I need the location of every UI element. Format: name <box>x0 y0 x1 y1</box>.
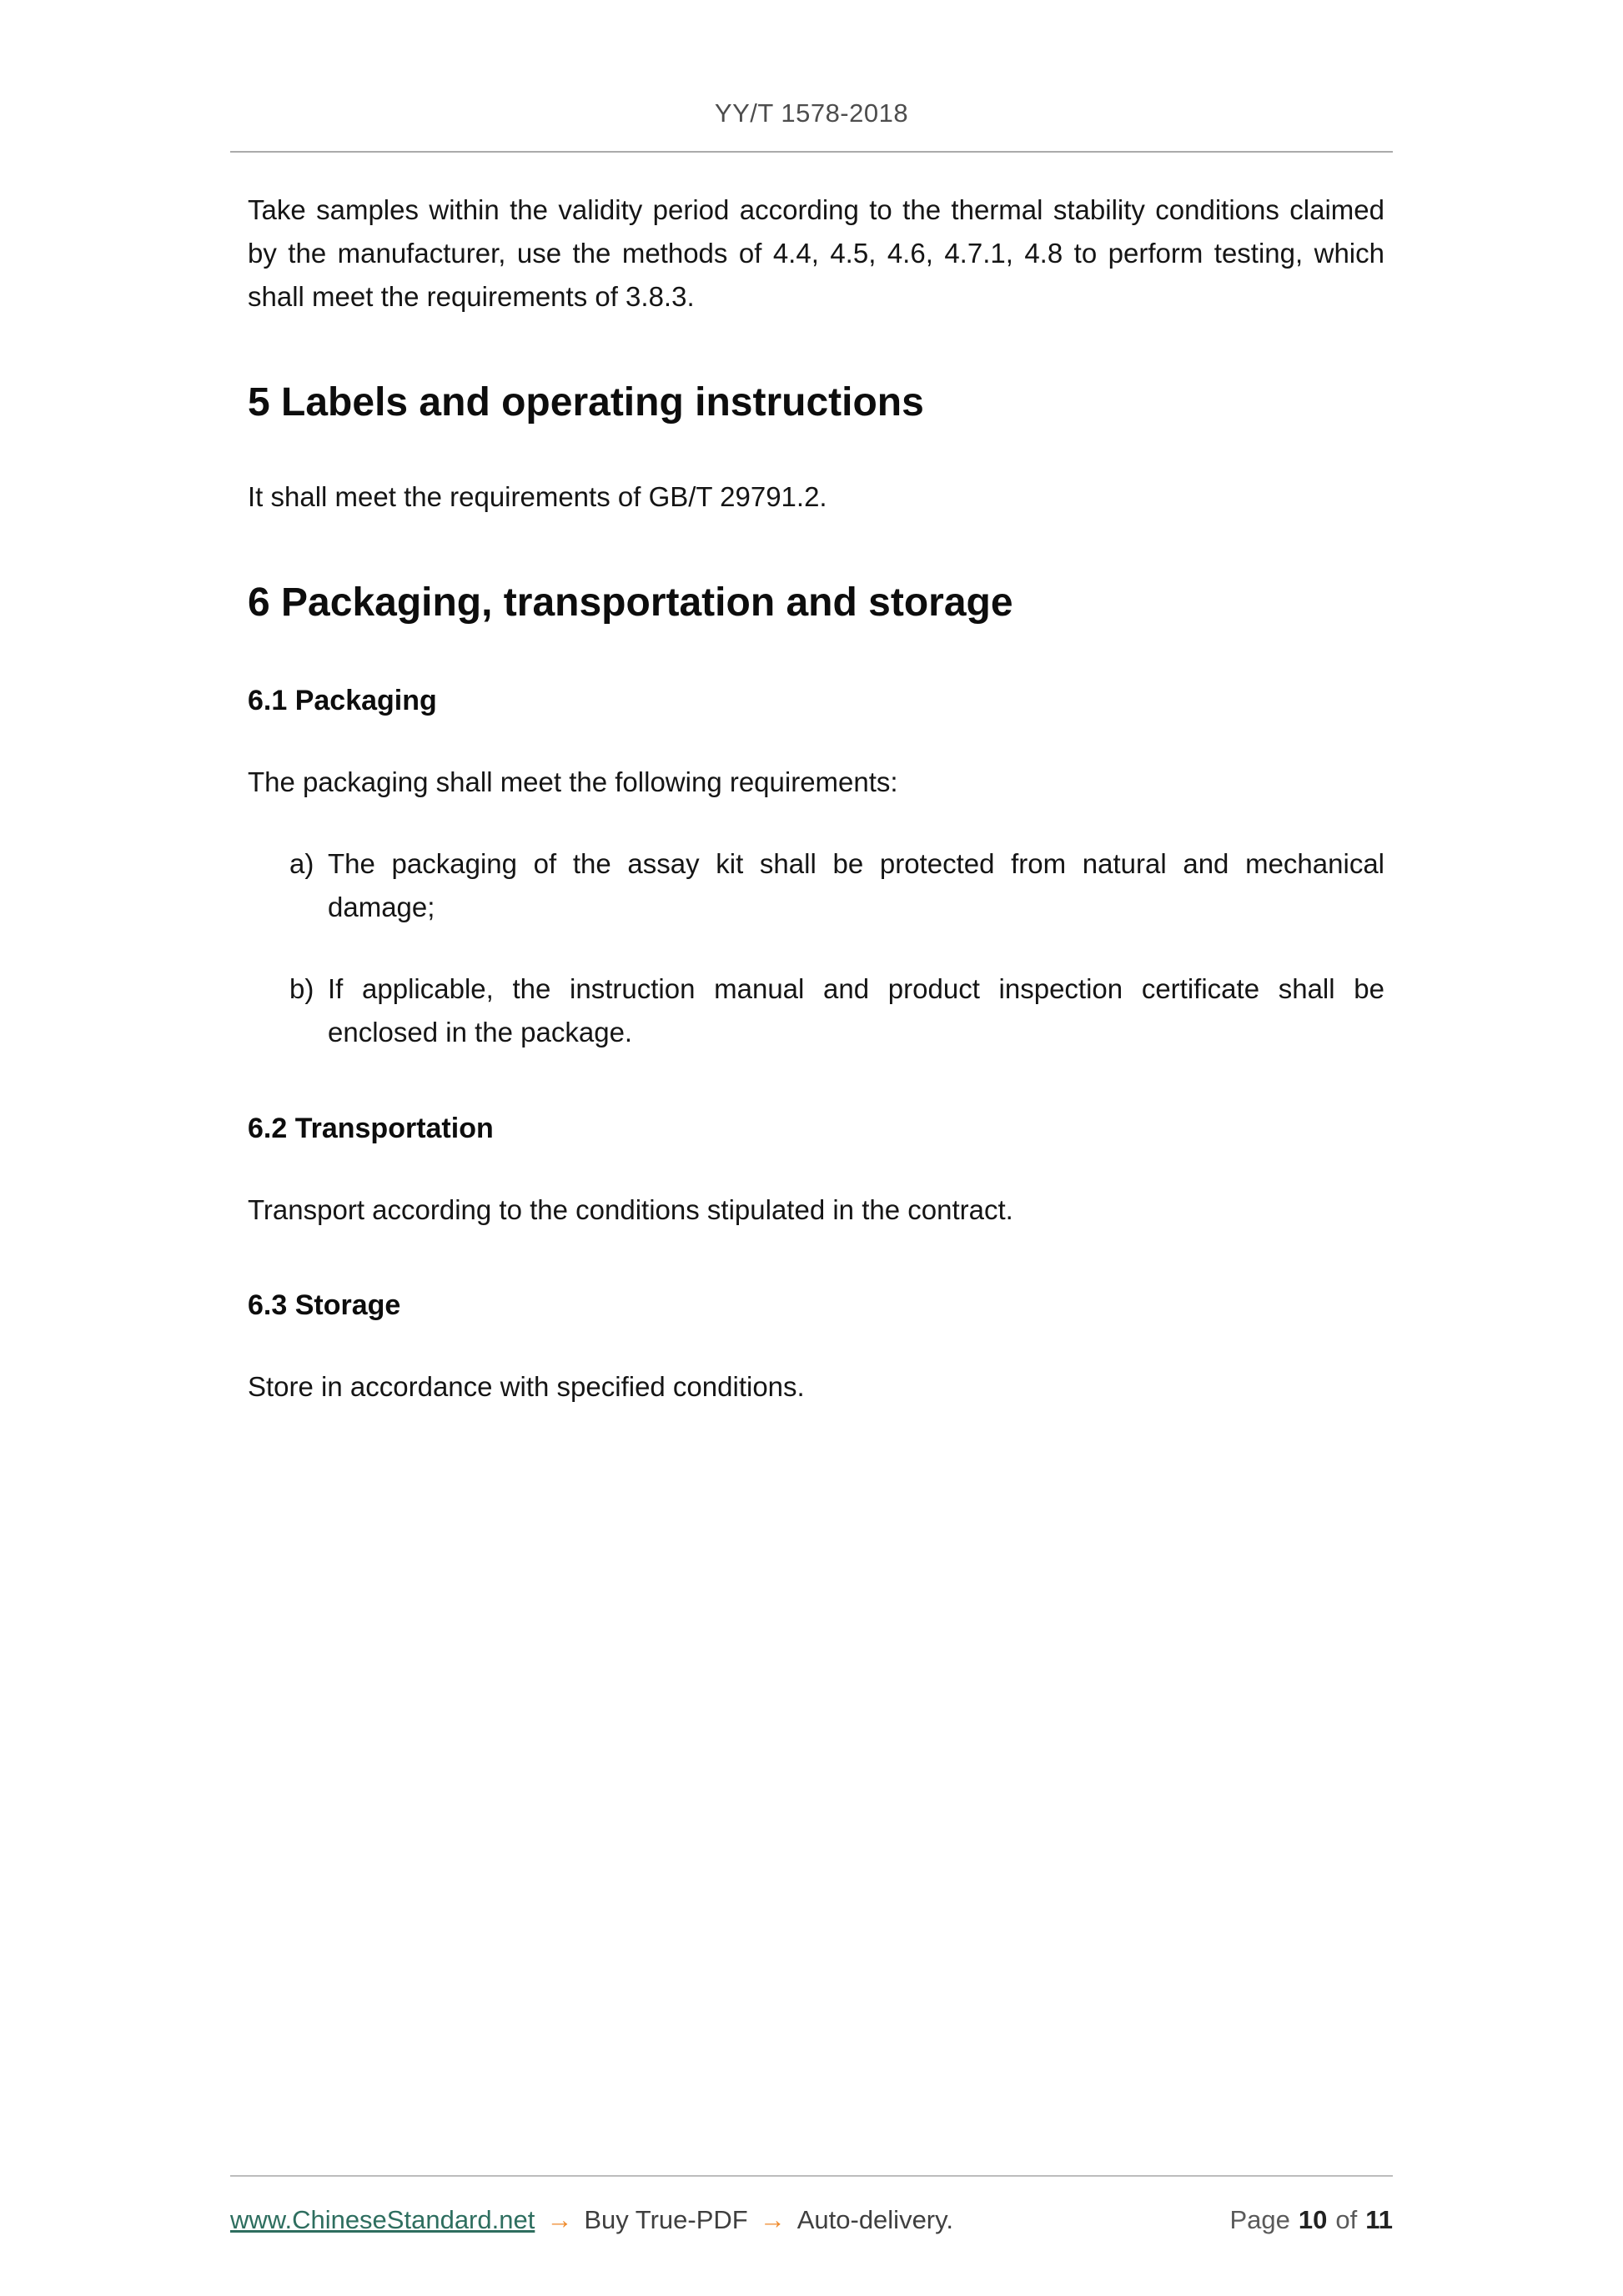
list-item-b-text: If applicable, the instruction manual and product inspection certificate shall be enclosed in the package. <box>328 973 1384 1048</box>
list-item-b <box>289 967 1384 1054</box>
section-5-paragraph: It shall meet the requirements of GB/T 29791.2. <box>248 480 827 512</box>
page-footer <box>230 2175 1393 2235</box>
footer-left <box>230 2205 953 2235</box>
section-6-heading: 6 Packaging, transportation and storage <box>248 580 1013 625</box>
footer-buy-text: Buy True-PDF <box>584 2205 748 2234</box>
list-item-a-text: The packaging of the assay kit shall be protected from natural and mechanical damage; <box>328 848 1384 923</box>
section-5-heading: 5 Labels and operating instructions <box>248 380 924 425</box>
intro-paragraph: Take samples within the validity period according to the thermal stability conditions claimed by the manufacturer, use the methods of 4.4, 4.5, 4.6, 4.7.1, 4.8 to perform testing, which shall meet the requirements of 3.8.3. <box>248 194 1384 313</box>
section-6-3-paragraph: Store in accordance with specified conditions. <box>248 1371 805 1402</box>
page-current-number: 10 <box>1298 2205 1328 2234</box>
section-6-3-heading: 6.3 Storage <box>248 1289 401 1321</box>
arrow-right-icon: → <box>546 2205 573 2234</box>
section-6-2-heading: 6.2 Transportation <box>248 1112 494 1144</box>
document-content <box>248 188 1384 1409</box>
footer-page-indicator <box>1229 2205 1393 2235</box>
page-header-title: YY/T 1578-2018 <box>714 98 909 128</box>
section-6-1-heading: 6.1 Packaging <box>248 684 437 716</box>
page-total-number: 11 <box>1365 2205 1393 2234</box>
list-item-a-marker: a) <box>289 848 314 879</box>
section-6-1-paragraph: The packaging shall meet the following requirements: <box>248 766 898 797</box>
footer-site-link[interactable]: www.ChineseStandard.net <box>230 2205 535 2234</box>
footer-delivery-text: Auto-delivery. <box>796 2205 953 2234</box>
list-item-a <box>289 842 1384 929</box>
section-6-2-paragraph: Transport according to the conditions stipulated in the contract. <box>248 1193 1013 1225</box>
page-of-label: of <box>1335 2205 1358 2234</box>
header-divider <box>230 151 1393 153</box>
arrow-right-icon: → <box>759 2205 786 2234</box>
list-item-b-marker: b) <box>289 973 314 1005</box>
page-label: Page <box>1229 2205 1290 2234</box>
